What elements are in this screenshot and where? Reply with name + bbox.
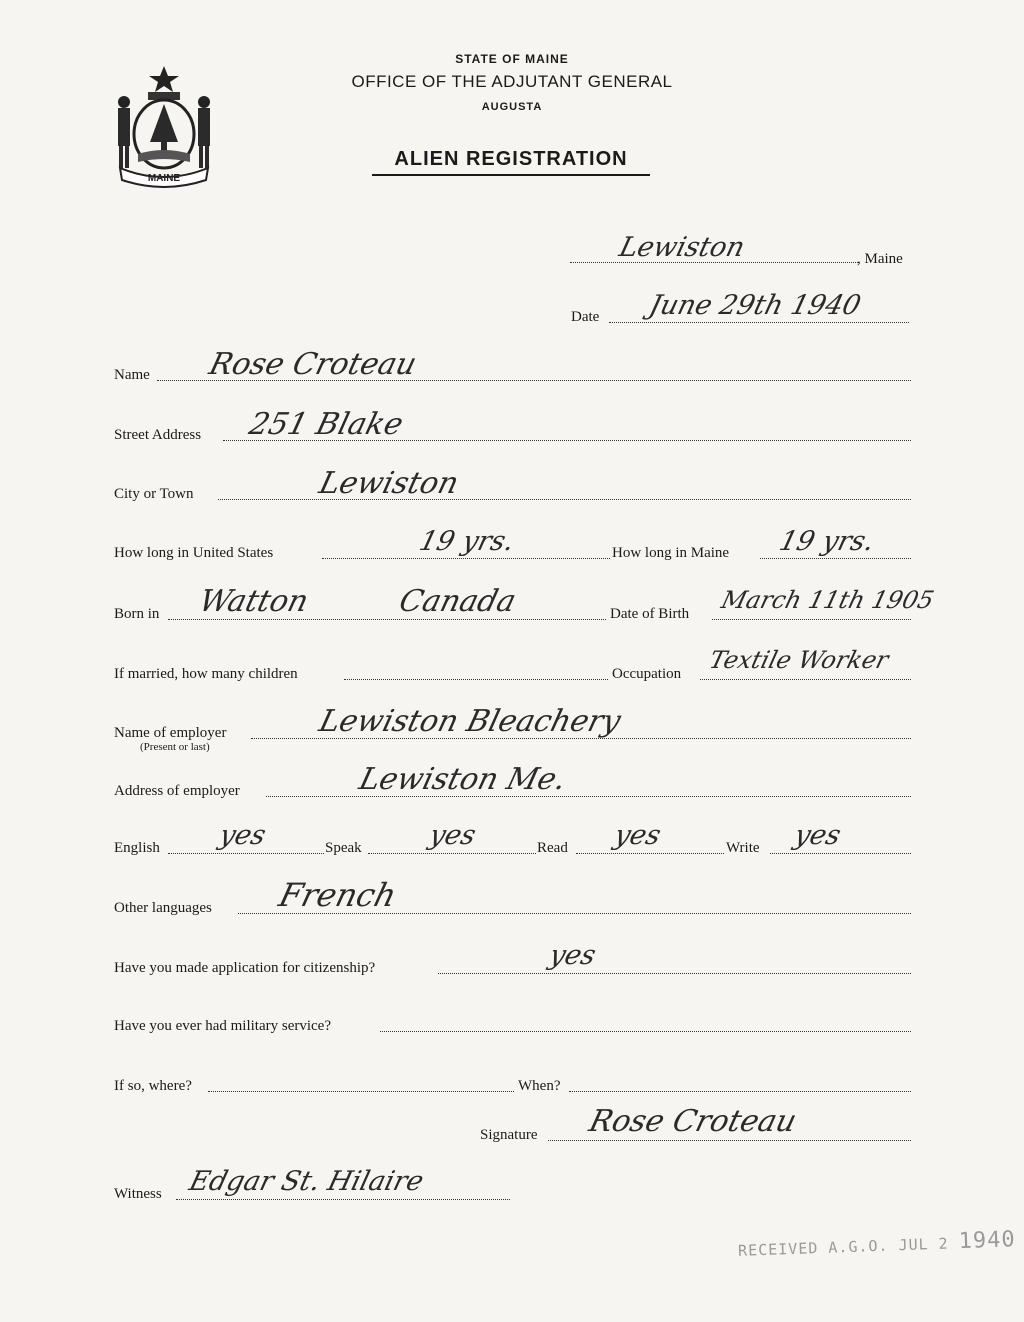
citizenship-value: yes: [546, 940, 599, 971]
employer-address-value: Lewiston Me.: [355, 762, 570, 797]
married-children-line: [344, 679, 608, 680]
how-long-us-line: [322, 558, 610, 559]
date-label: Date: [571, 309, 600, 325]
dob-label: Date of Birth: [610, 606, 690, 622]
military-label: Have you ever had military service?: [114, 1018, 331, 1034]
header-office: OFFICE OF THE ADJUTANT GENERAL: [351, 72, 673, 91]
city-value: Lewiston: [315, 466, 463, 501]
dob-line: [712, 619, 911, 620]
employer-address-label: Address of employer: [114, 783, 240, 799]
signature-value: Rose Croteau: [585, 1104, 801, 1139]
read-value: yes: [611, 820, 664, 851]
header-city: AUGUSTA: [481, 101, 543, 113]
place-value: Lewiston: [616, 232, 748, 263]
how-long-maine-value: 19 yrs.: [776, 526, 878, 557]
received-stamp-year: 1940: [958, 1227, 1017, 1255]
speak-label: Speak: [325, 840, 362, 856]
name-value: Rose Croteau: [205, 347, 421, 382]
born-in-label: Born in: [114, 606, 160, 622]
street-address-label: Street Address: [114, 427, 202, 443]
citizenship-label: Have you made application for citizenship?: [114, 960, 376, 976]
other-languages-label: Other languages: [114, 900, 212, 916]
english-value: yes: [216, 820, 269, 851]
employer-name-label: Name of employer: [114, 725, 227, 741]
occupation-label: Occupation: [612, 666, 682, 682]
when-line: [569, 1091, 911, 1092]
military-line: [380, 1031, 911, 1032]
name-label: Name: [114, 367, 150, 383]
write-line: [770, 853, 911, 854]
how-long-maine-label: How long in Maine: [612, 545, 730, 561]
dob-value: March 11th 1905: [718, 586, 937, 614]
witness-label: Witness: [114, 1186, 162, 1202]
write-label: Write: [726, 840, 760, 856]
employer-note: (Present or last): [140, 741, 210, 753]
speak-value: yes: [426, 820, 479, 851]
where-label: If so, where?: [114, 1078, 192, 1094]
street-address-value: 251 Blake: [245, 407, 407, 442]
maine-label: , Maine: [857, 251, 903, 267]
seal-banner-text: MAINE: [147, 173, 181, 184]
signature-label: Signature: [480, 1127, 538, 1143]
english-line: [168, 853, 324, 854]
date-line: [609, 322, 909, 323]
married-children-label: If married, how many children: [114, 666, 298, 682]
write-value: yes: [791, 820, 844, 851]
how-long-maine-line: [760, 558, 911, 559]
how-long-us-label: How long in United States: [114, 545, 274, 561]
when-label: When?: [518, 1078, 561, 1094]
speak-line: [368, 853, 536, 854]
where-line: [208, 1091, 514, 1092]
how-long-us-value: 19 yrs.: [416, 526, 518, 557]
born-in-country-value: Canada: [395, 584, 520, 619]
witness-line: [176, 1199, 510, 1200]
citizenship-line: [438, 973, 911, 974]
other-languages-value: French: [275, 876, 401, 914]
city-label: City or Town: [114, 486, 194, 502]
received-stamp-text: RECEIVED A.G.O. JUL 2: [737, 1234, 949, 1260]
read-label: Read: [537, 840, 568, 856]
born-in-line: [168, 619, 606, 620]
occupation-value: Textile Worker: [706, 646, 892, 674]
form-title: ALIEN REGISTRATION: [372, 148, 650, 176]
header-state: STATE OF MAINE: [455, 52, 569, 66]
born-in-town-value: Watton: [195, 584, 312, 619]
received-stamp: [738, 1227, 1016, 1262]
date-value: June 29th 1940: [646, 290, 864, 321]
read-line: [576, 853, 724, 854]
employer-name-value: Lewiston Bleachery: [315, 704, 625, 739]
signature-line: [548, 1140, 911, 1141]
english-label: English: [114, 840, 160, 856]
witness-value: Edgar St. Hilaire: [186, 1166, 427, 1197]
occupation-line: [700, 679, 911, 680]
